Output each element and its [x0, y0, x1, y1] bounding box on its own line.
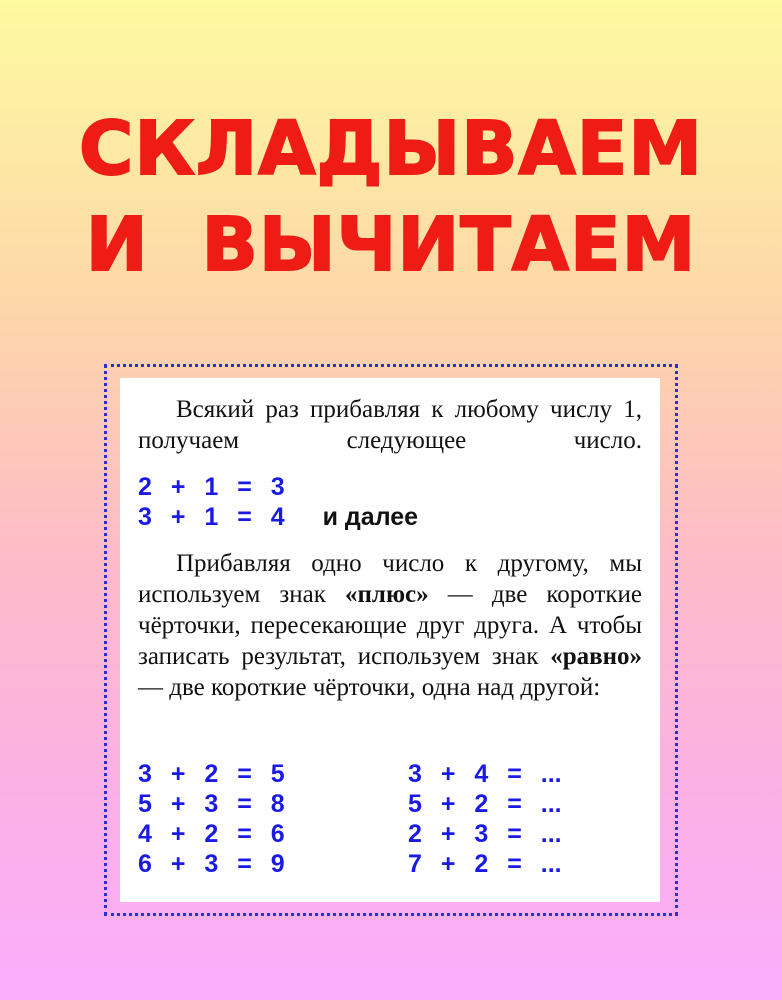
and-more-text: и далее: [322, 503, 419, 531]
exercise-equation-1: 3 + 4 = ...: [408, 760, 562, 788]
solved-equation-1: 3 + 2 = 5: [138, 760, 285, 788]
page-title-line-1: СКЛАДЫВАЕМ: [79, 106, 703, 192]
example-equation-1-text: 2 + 1 = 3: [138, 473, 285, 501]
exercise-equation-3: 2 + 3 = ...: [408, 820, 562, 848]
example-equation-1: [138, 473, 285, 502]
explanation-part-3: — две короткие чёрточки, одна над другой:: [138, 674, 601, 701]
explanation-part-1: Прибавляя одно число к другому, мы используем знак: [138, 550, 642, 608]
solved-equation-2: 5 + 3 = 8: [138, 790, 285, 818]
plus-term: «плюс»: [345, 581, 429, 608]
page-title-line-2: И ВЫЧИТАЕМ: [85, 202, 697, 288]
explanation-part-2: — две короткие чёрточки, пересекающие друг друга. А чтобы записать результат, используем знак: [138, 581, 642, 670]
equals-term: «равно»: [550, 643, 642, 670]
solved-equation-3: 4 + 2 = 6: [138, 820, 285, 848]
intro-paragraph: Всякий раз прибавляя к любому числу 1, получаем следующее число.: [138, 396, 642, 454]
exercise-equation-2: 5 + 2 = ...: [408, 790, 562, 818]
example-equation-2: [138, 503, 418, 532]
example-equation-2-text: 3 + 1 = 4: [138, 503, 285, 531]
solved-equation-4: 6 + 3 = 9: [138, 850, 285, 878]
exercise-equation-4: 7 + 2 = ...: [408, 850, 562, 878]
explanation-paragraph: [138, 548, 642, 703]
